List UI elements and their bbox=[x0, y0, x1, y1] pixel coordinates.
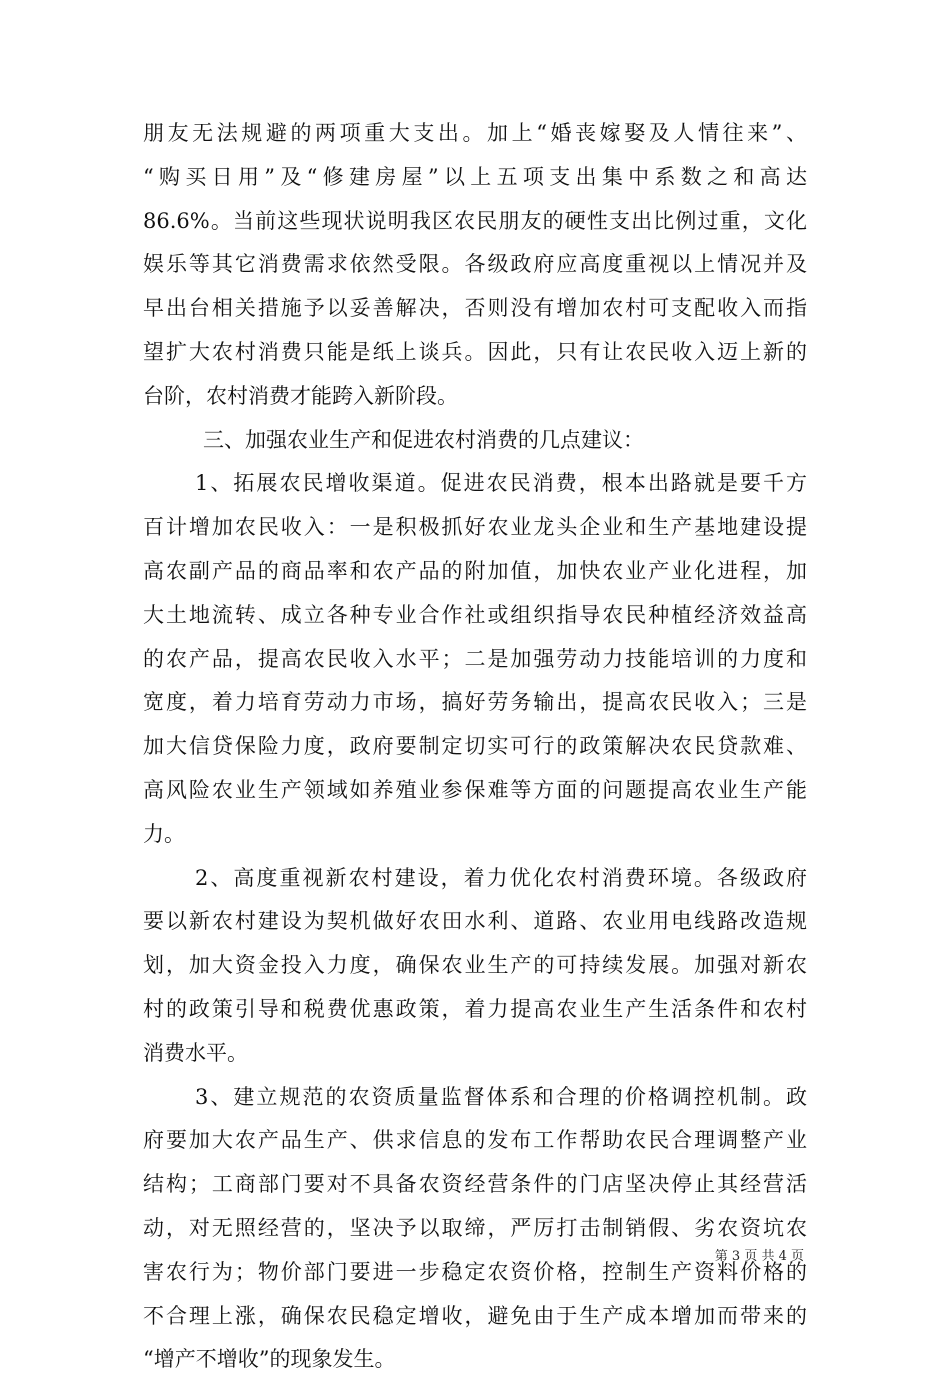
text-line: 结构；工商部门要对不具备农资经营条件的门店坚决停止其经营活 bbox=[143, 1172, 807, 1197]
text-line: 划，加大资金投入力度，确保农业生产的可持续发展。加强对新农 bbox=[143, 953, 807, 978]
text-line: “增产不增收”的现象发生。 bbox=[143, 1347, 396, 1372]
text-line: 高风险农业生产领域如养殖业参保难等方面的问题提高农业生产能 bbox=[143, 777, 807, 802]
text-line: 村的政策引导和税费优惠政策，着力提高农业生产生活条件和农村 bbox=[143, 996, 807, 1021]
text-line: 害农行为；物价部门要进一步稳定农资价格，控制生产资料价格的 bbox=[143, 1259, 807, 1284]
paragraph-start-line: 1、拓展农民增收渠道。促进农民消费，根本出路就是要千方 bbox=[195, 471, 807, 496]
text-line: 朋友无法规避的两项重大支出。加上“婚丧嫁娶及人情往来”、 bbox=[143, 121, 807, 145]
text-line: 宽度，着力培育劳动力市场，搞好劳务输出，提高农民收入；三是 bbox=[143, 690, 807, 715]
text-line: 加大信贷保险力度，政府要制定切实可行的政策解决农民贷款难、 bbox=[143, 734, 807, 759]
text-line: 力。 bbox=[143, 821, 185, 846]
body-text bbox=[143, 112, 807, 1382]
paragraph-start-line: 3、建立规范的农资质量监督体系和合理的价格调控机制。政 bbox=[195, 1084, 807, 1109]
section-heading: 三、加强农业生产和促进农村消费的几点建议： bbox=[203, 427, 644, 452]
text-line: 大土地流转、成立各种专业合作社或组织指导农民种植经济效益高 bbox=[143, 602, 807, 627]
text-line: 高农副产品的商品率和农产品的附加值，加快农业产业化进程，加 bbox=[143, 558, 807, 583]
text-line: “购买日用”及“修建房屋”以上五项支出集中系数之和高达 bbox=[143, 164, 807, 189]
text-line: 要以新农村建设为契机做好农田水利、道路、农业用电线路改造规 bbox=[143, 909, 807, 934]
text-line: 望扩大农村消费只能是纸上谈兵。因此，只有让农民收入迈上新的 bbox=[143, 339, 807, 364]
text-line: 不合理上涨，确保农民稳定增收，避免由于生产成本增加而带来的 bbox=[143, 1303, 807, 1328]
text-line: 府要加大农产品生产、供求信息的发布工作帮助农民合理调整产业 bbox=[143, 1128, 807, 1153]
paragraph-start-line: 2、高度重视新农村建设，着力优化农村消费环境。各级政府 bbox=[195, 865, 807, 890]
text-line: 台阶，农村消费才能跨入新阶段。 bbox=[143, 383, 458, 408]
text-line: 消费水平。 bbox=[143, 1040, 248, 1065]
text-line: 百计增加农民收入：一是积极抓好农业龙头企业和生产基地建设提 bbox=[143, 515, 807, 540]
page-number: 第 3 页 共 4 页 bbox=[714, 1249, 804, 1264]
text-line: 的农产品，提高农民收入水平；二是加强劳动力技能培训的力度和 bbox=[143, 646, 807, 671]
text-line: 86.6%。当前这些现状说明我区农民朋友的硬性支出比例过重，文化 bbox=[143, 208, 807, 233]
text-line: 早出台相关措施予以妥善解决，否则没有增加农村可支配收入而指 bbox=[143, 296, 807, 321]
text-line: 娱乐等其它消费需求依然受限。各级政府应高度重视以上情况并及 bbox=[143, 252, 807, 277]
text-line: 动，对无照经营的，坚决予以取缔，严厉打击制销假、劣农资坑农 bbox=[143, 1215, 807, 1240]
